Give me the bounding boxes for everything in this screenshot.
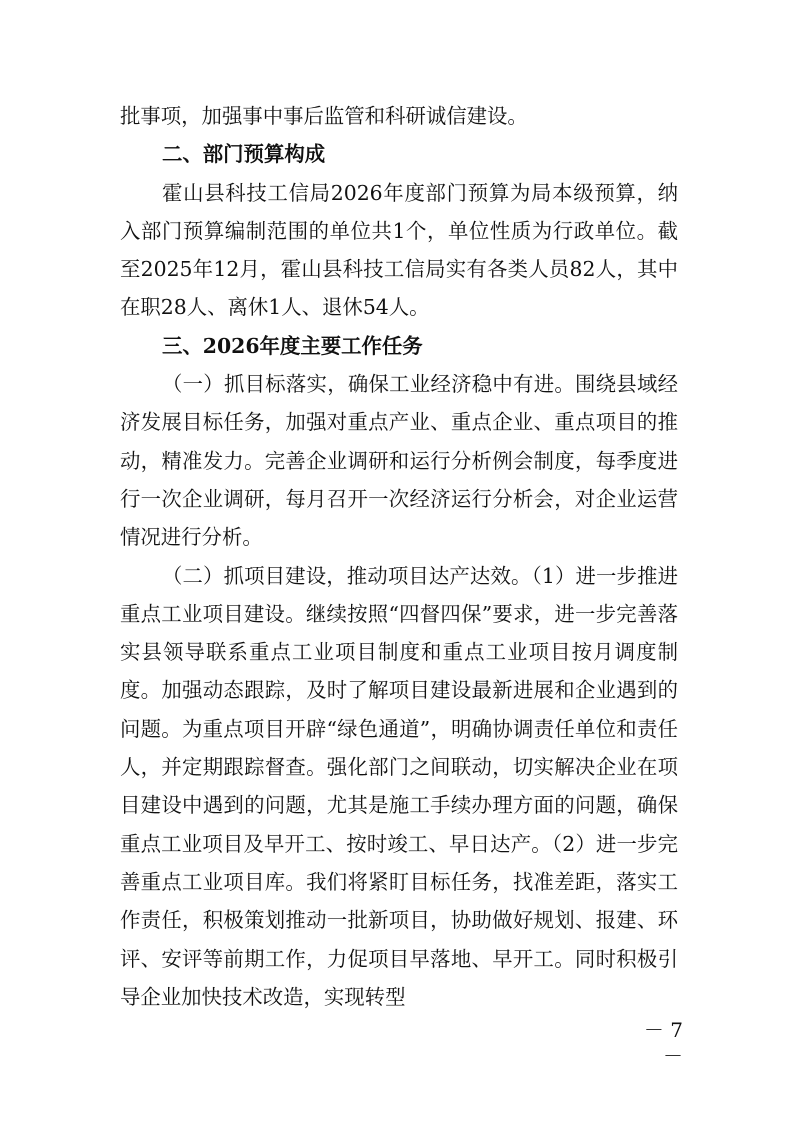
section-heading-main-tasks: 三、2026年度主要工作任务 [162, 333, 423, 358]
paragraph-task-2: （二）抓项目建设，推动项目达产达效。（1）进一步推进重点工业项目建设。继续按照“四督四保”要求，进一步完善落实县领导联系重点工业项目制度和重点工业项目按月调度制度。加强动态跟踪，及时了解项目建设最新进展和企业遇到的问题。为重点项目开辟“绿色通道”，明确协调责任单位和责任人，并定期跟踪督查。强化部门之间联动，切实解决企业在项目建设中遇到的问题，尤其是施工手续办理方面的问题，确保重点工业项目及早开工、按时竣工、早日达产。（2）进一步完善重点工业项目库。我们将紧盯目标任务，找准差距，落实工作责任，积极策划推动一批新项目，协助做好规划、报建、环评、安评等前期工作，力促项目早落地、早开工。同时积极引导企业加快技术改造，实现转型 [120, 563, 678, 1009]
paragraph-continuation: 批事项，加强事中事后监管和科研诚信建设。 [120, 104, 528, 128]
paragraph-budget-structure: 霍山县科技工信局2026年度部门预算为局本级预算，纳入部门预算编制范围的单位共1个，单位性质为行政单位。截至2025年12月，霍山县科技工信局实有各类人员82人，其中在职28人、离休1人、退休54人。 [120, 180, 678, 320]
paragraph-task-1: （一）抓目标落实，确保工业经济稳中有进。围绕县域经济发展目标任务，加强对重点产业、重点企业、重点项目的推动，精准发力。完善企业调研和运行分析例会制度，每季度进行一次企业调研，每月召开一次经济运行分析会，对企业运营情况进行分析。 [120, 372, 678, 550]
page-number: － 7 － [643, 1018, 683, 1068]
document-body [120, 97, 678, 1016]
section-heading-budget-structure: 二、部门预算构成 [162, 142, 326, 167]
